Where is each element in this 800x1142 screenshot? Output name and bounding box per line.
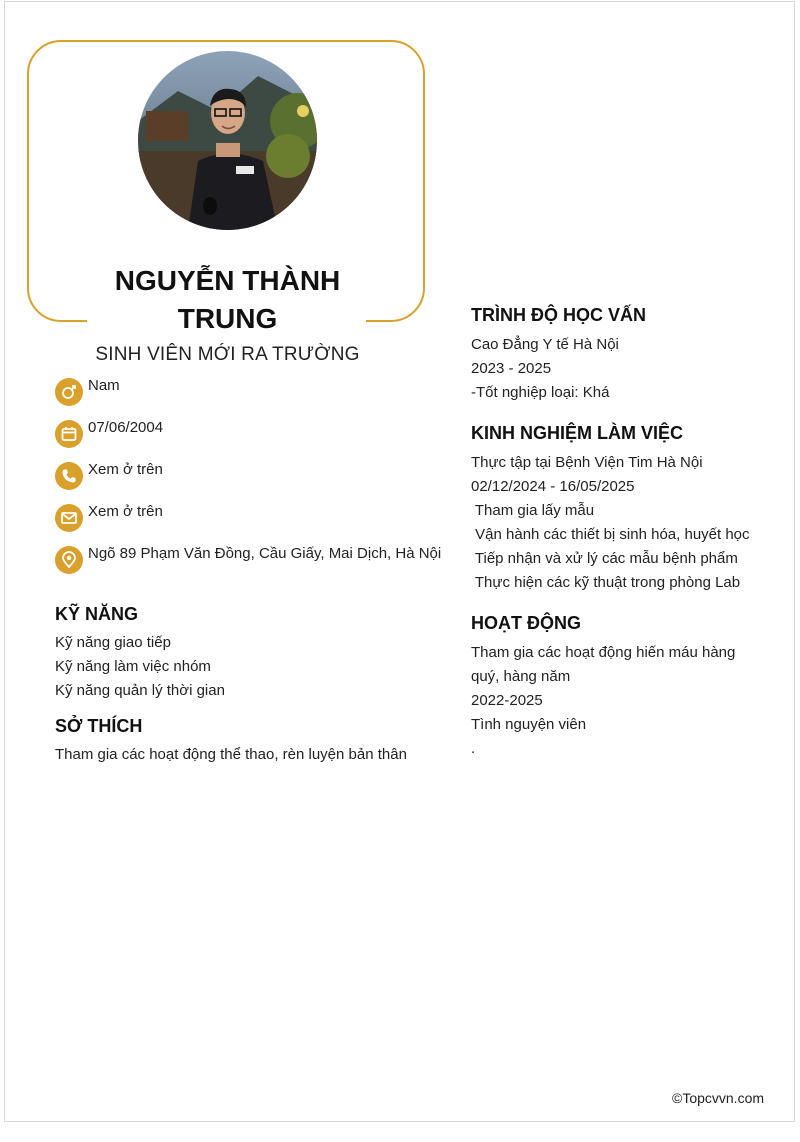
skills-list [55, 631, 225, 703]
birthday-value: 07/06/2004 [88, 419, 164, 436]
address-value: Ngõ 89 Phạm Văn Đồng, Cầu Giấy, Mai Dịch, Hà Nội [88, 545, 442, 562]
skill-item: Kỹ năng giao tiếp [55, 634, 171, 651]
activity-dot: . [471, 740, 476, 757]
gender-value: Nam [88, 377, 120, 394]
calendar-icon [55, 420, 83, 448]
mail-icon [55, 504, 83, 532]
info-address [55, 544, 441, 574]
skill-item: Kỹ năng quản lý thời gian [55, 682, 225, 699]
info-gender [55, 376, 120, 406]
education-details [471, 333, 619, 405]
education-title: TRÌNH ĐỘ HỌC VẤN [471, 305, 646, 325]
hobbies-title: SỞ THÍCH [55, 716, 143, 736]
activity-role: Tình nguyện viên [471, 716, 587, 733]
activities-title: HOẠT ĐỘNG [471, 613, 581, 633]
candidate-name [90, 262, 365, 338]
email-value: Xem ở trên [88, 503, 163, 520]
activity-line-2: quý, hàng năm [471, 668, 571, 685]
experience-title: KINH NGHIỆM LÀM VIỆC [471, 423, 684, 443]
activities-details [471, 641, 735, 761]
gender-icon [55, 378, 83, 406]
name-line-1: NGUYỄN THÀNH [114, 265, 341, 296]
location-icon [55, 546, 83, 574]
footer-credit: ©Topcvvn.com [672, 1090, 765, 1106]
info-email [55, 502, 163, 532]
experience-task: Vận hành các thiết bị sinh hóa, huyết học [471, 526, 750, 543]
experience-task: Tham gia lấy mẫu [471, 502, 595, 519]
education-grade: -Tốt nghiệp loại: Khá [471, 384, 610, 401]
education-school: Cao Đẳng Y tế Hà Nội [471, 336, 619, 353]
activity-line-1: Tham gia các hoạt động hiến máu hàng [471, 644, 736, 661]
hobbies-text: Tham gia các hoạt động thể thao, rèn luyện bản thân [55, 746, 407, 763]
phone-icon [55, 462, 83, 490]
experience-place: Thực tập tại Bệnh Viện Tim Hà Nội [471, 454, 703, 471]
activity-period: 2022-2025 [471, 692, 543, 709]
name-line-2: TRUNG [177, 303, 278, 334]
education-period: 2023 - 2025 [471, 360, 552, 377]
info-birthday [55, 418, 163, 448]
experience-task: Tiếp nhận và xử lý các mẫu bệnh phẩm [471, 550, 738, 567]
experience-task: Thực hiện các kỹ thuật trong phòng Lab [471, 574, 741, 591]
phone-value: Xem ở trên [88, 461, 163, 478]
experience-details [471, 451, 750, 595]
skill-item: Kỹ năng làm việc nhóm [55, 658, 211, 675]
experience-period: 02/12/2024 - 16/05/2025 [471, 478, 635, 495]
info-phone [55, 460, 163, 490]
skills-title: KỸ NĂNG [55, 604, 139, 624]
candidate-role: SINH VIÊN MỚI RA TRƯỜNG [95, 344, 360, 365]
avatar-photo [138, 51, 317, 230]
avatar [138, 51, 317, 230]
